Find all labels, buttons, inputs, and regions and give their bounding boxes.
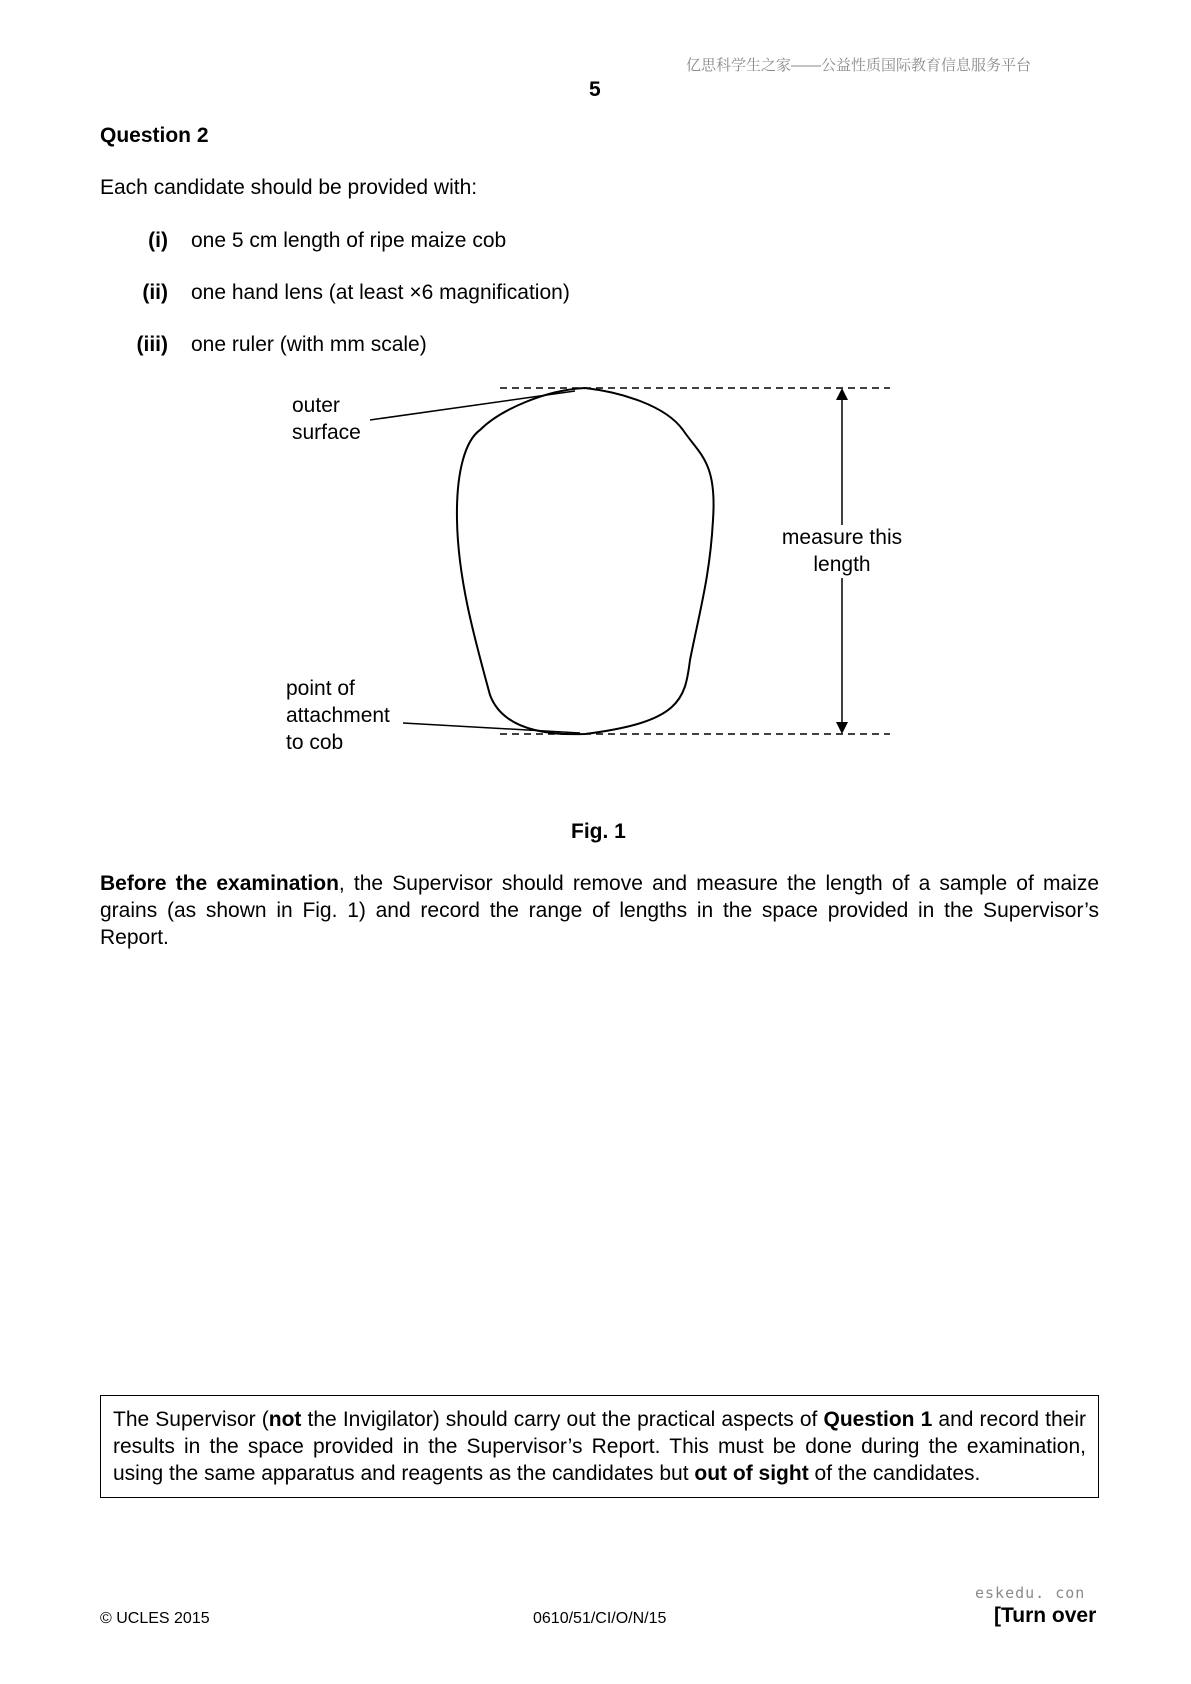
notice-text: of the candidates. — [808, 1462, 981, 1485]
grain-outline — [457, 388, 714, 734]
footer-watermark: eskedu. con — [975, 1584, 1086, 1602]
figure-caption: Fig. 1 — [571, 820, 626, 843]
item-text: one 5 cm length of ripe maize cob — [191, 229, 507, 252]
turn-over-text: [Turn over — [994, 1604, 1097, 1627]
notice-text: and record their results in the space provided in the Supervisor’s Report. This must be done during the examination, using the same apparatus and reagents as the candidates but — [113, 1408, 1087, 1485]
item-number: (i) — [148, 229, 168, 252]
outer-surface-leader — [370, 391, 575, 420]
footer-paper-code: 0610/51/CI/O/N/15 — [533, 1610, 667, 1627]
label-point-of-attachment — [286, 675, 390, 756]
question-intro: Each candidate should be provided with: — [100, 176, 478, 199]
label-measure-length — [777, 524, 907, 578]
maize-grain-diagram — [0, 0, 1191, 800]
attachment-leader — [403, 723, 580, 733]
instruction-paragraph — [100, 870, 1099, 951]
notice-text: the Invigilator) should carry out the practical aspects of — [301, 1408, 824, 1431]
item-text: one hand lens (at least ×6 magnification) — [191, 281, 570, 304]
notice-bold: Question 1 — [823, 1408, 933, 1431]
label-line: surface — [292, 421, 361, 444]
bold-lead: Before the examination — [100, 872, 339, 895]
footer-copyright: © UCLES 2015 — [100, 1610, 210, 1627]
item-number: (ii) — [142, 281, 168, 304]
question-title: Question 2 — [100, 124, 209, 147]
label-line: outer — [292, 394, 340, 417]
label-outer-surface — [292, 392, 361, 446]
page-number: 5 — [589, 78, 601, 101]
label-line: attachment — [286, 704, 390, 727]
notice-bold: not — [268, 1408, 302, 1431]
header-watermark: 亿思科学生之家——公益性质国际教育信息服务平台 — [686, 57, 1032, 74]
label-line: length — [813, 553, 871, 576]
label-line: to cob — [286, 731, 344, 754]
paragraph-text: , the Supervisor should remove and measure the length of a sample of maize grains (as shown in Fig. 1) and record the range of lengths in the space provided in the Supervisor’s Report. — [100, 872, 1099, 949]
label-line: measure this — [781, 526, 903, 549]
item-text: one ruler (with mm scale) — [191, 333, 427, 356]
supervisor-notice-box — [100, 1395, 1099, 1498]
notice-text: The Supervisor ( — [113, 1408, 269, 1431]
notice-bold: out of sight — [694, 1462, 809, 1485]
item-number: (iii) — [136, 333, 168, 356]
label-line: point of — [286, 677, 355, 700]
